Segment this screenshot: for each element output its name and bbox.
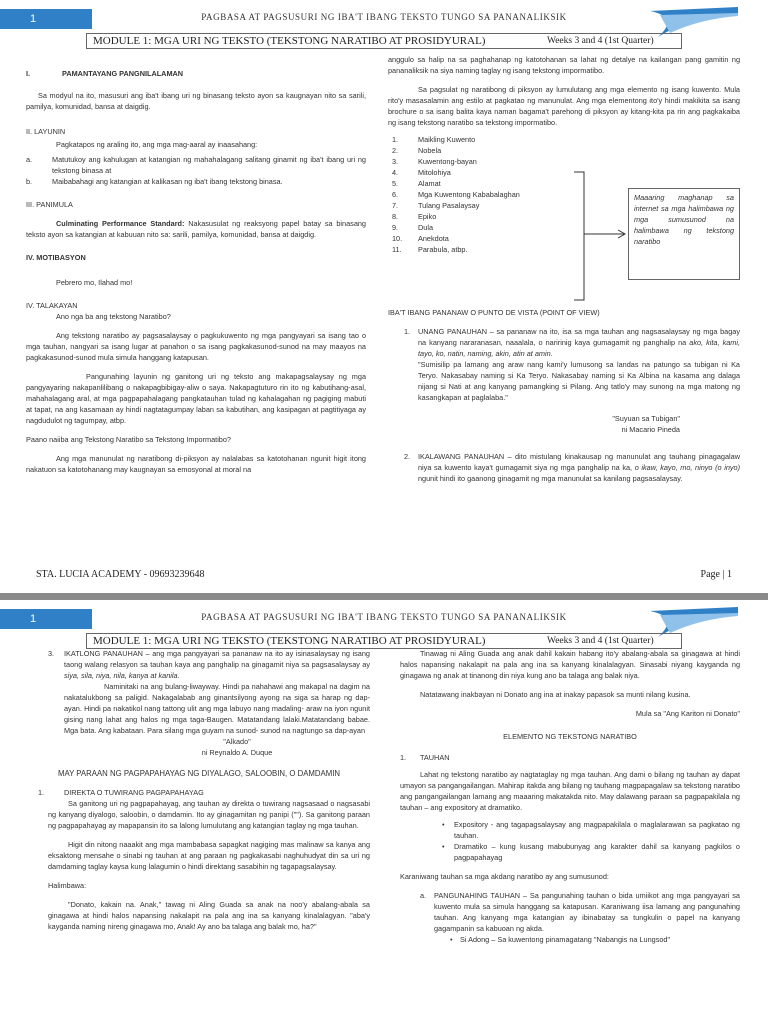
pt-bullet-icon: • <box>450 935 453 944</box>
pt-description: – Sa pangunahing tauhan o bida umiikot ang mga pangyayari sa kuwento mula sa simula hanggang sa katapusan. Karaniwang iisa lamang ang pangunahing tauhan. Ang kanyang mga katangian ay ibinabatay sa tungkulin o papel na kanyang gagampanin sa kabuoan ng akda. <box>434 891 740 933</box>
page-header <box>0 609 768 629</box>
header-title: PAGBASA AT PAGSUSURI NG IBA'T IBANG TEKSTO TUNGO SA PANANALIKSIK <box>201 612 567 622</box>
pov-2-label: IKALAWANG PANAUHAN <box>418 452 505 461</box>
paraan-title: MAY PARAAN NG PAGPAPAHAYAG NG DIYALAGO, SALOOBIN, O DAMDAMIN <box>57 769 341 778</box>
section-5-question-2: Paano naiiba ang Tekstong Naratibo sa Tekstong Impormatibo? <box>26 435 231 444</box>
header-title: PAGBASA AT PAGSUSURI NG IBA'T IBANG TEKSTO TUNGO SA PANANALIKSIK <box>201 12 567 22</box>
d1-marker: 1. <box>38 788 45 797</box>
section-1-title: PAMANTAYANG PANGNILALAMAN <box>62 69 184 78</box>
pov-1-label: UNANG PANAUHAN <box>418 327 488 336</box>
section-1-text: Sa modyul na ito, masusuri ang iba't ibang uri ng binasang teksto ayon sa kaugnayan nito sa sarili, pamilya, komunidad, bansa at daigdig. <box>26 91 366 111</box>
pov-3-source: "Alkado" <box>223 737 251 746</box>
footer-page: Page | 1 <box>700 569 732 580</box>
section-2-intro: Pagkatapos ng araling ito, ang mga mag-aaral ay inaasahang: <box>56 140 258 149</box>
page-number-badge: 1 <box>0 9 92 29</box>
pov-3-marker: 3. <box>48 649 55 658</box>
tauhan-marker: 1. <box>400 753 407 762</box>
pov-title: IBA'T IBANG PANANAW O PUNTO DE VISTA (POINT OF VIEW) <box>388 308 600 317</box>
narrative-type-number: 1. <box>392 135 399 144</box>
pt-example: Si Adong – Sa kuwentong pinamagatang "Nabangis na Lungsod" <box>460 935 671 944</box>
pov-2-marker: 2. <box>404 452 411 461</box>
page-header <box>0 9 768 29</box>
pov-2-description: – dito mistulang kinakausap ng manunulat ang tauhang pinagagalaw niya sa kuwento kaya't gumagamit siya ng mga panghalip na ka, <box>418 452 740 472</box>
culminating-text: Nakasusulat ng reaksyong papel batay sa binasang teksto ayon sa katangian at kabuuan nito sa: sarili, pamilya, komunidad, bansa at daigdig. <box>26 219 366 239</box>
section-5-paragraph-3: Ang mga manunulat ng naratibong di-piksyon ay nalalabas sa katotohanan ngunit higit itong nakatuon sa katotohanang may kaugnayan sa emosyonal at moral na <box>26 454 366 474</box>
narrative-type-number: 3. <box>392 157 399 166</box>
pov-1-quote: "Sumisilip pa lamang ang araw nang kami'y lumusong sa landas na patungo sa tubigan ni Ka Teryo. Nakasabay naming si Ka Teryo. Nakasabay naming si Ka Albina na kasama ang dalaga nijang si Nati at ang kanyang pamangking si Pilang. Ang tatlo'y may sunong na mga matong ng kasangkapan at paglalaba." <box>418 360 740 402</box>
narrative-type-label: Alamat <box>418 179 441 188</box>
narrative-type-label: Maikling Kuwento <box>418 135 476 144</box>
right-paragraph-1: anggulo sa halip na sa paghahanap ng katotohanan sa lahat ng detalye na kailangan pang gamitin ng pananaliksik na siya naming taglay ng isang tekstong impormatibo. <box>388 55 740 75</box>
narrative-type-number: 10. <box>392 234 403 243</box>
halimbawa-label: Halimbawa: <box>48 881 87 890</box>
page-number-badge: 1 <box>0 609 92 629</box>
section-3-title: III. PANIMULA <box>26 200 73 209</box>
pt-text <box>434 890 740 934</box>
narrative-type-item <box>392 145 618 156</box>
narrative-type-label: Kuwentong-bayan <box>418 157 477 166</box>
narrative-type-label: Mga Kuwentong Kababalaghan <box>418 190 520 199</box>
d1-title: DIREKTA O TUWIRANG PAGPAPAHAYAG <box>64 788 204 797</box>
pov-3-quote: Naminitaki na ang bulang-liwayway. Hindi pa nahahawi ang makapal na dagim na nakatalukbong sa paligid. Nakagalabab ang ginantsilyong ayong na siga sa harap ng dap-ayan. Hindi pa nakatikol nang tattong ulit ang mga labuyo nang madaling- araw na iyon ngunit gising nang lahat ang halos ng mga taga-Baugen. Matatandang lalaki.Matatandang babae. Mga bata. Ang kabataan. Para silang mga guyam na sunod- sunod na nagtungo sa dap-ayan <box>64 682 370 735</box>
narrative-type-number: 9. <box>392 223 399 232</box>
list-marker-b: b. <box>26 177 33 186</box>
pov-3-label: IKATLONG PANAUHAN <box>64 649 143 658</box>
narrative-type-number: 2. <box>392 146 399 155</box>
narrative-type-number: 5. <box>392 179 399 188</box>
left-column <box>26 68 366 475</box>
narrative-type-number: 11. <box>392 245 402 254</box>
section-2-title: II. LAYUNIN <box>26 127 66 136</box>
narrative-type-label: Anekdota <box>418 234 449 243</box>
section-5-title: IV. TALAKAYAN <box>26 301 78 310</box>
left-column <box>38 648 370 932</box>
narrative-type-label: Parabula, atbp. <box>418 245 468 254</box>
pov-3-pronouns: siya, sila, niya, nila, kanya at kanila. <box>64 671 180 680</box>
section-5-paragraph-2: Pangunahing layunin ng ganitong uri ng teksto ang makapagsalaysay ng mga pangyayaring nakapanlilibang o nakapagbibigay-aliw o saya. Nakapagtuturo rin ito ng kabutihang-asal, mahahalagang aral, at mga pagpapahalagang pangkatauhan tulad ng kahalagahan ng pagiging mabuti at tapat, na ang kasamaan ay hindi nagtatagumpay laban sa kabutihan, ang kasipagan at pagtitiyaga ay nagdudulot ng tagumpay, atbp. <box>26 372 366 425</box>
narrative-type-number: 8. <box>392 212 399 221</box>
pov-3-author: ni Reynaldo A. Duque <box>201 748 273 757</box>
module-title-box <box>86 633 682 649</box>
narrative-type-label: Epiko <box>418 212 437 221</box>
elemento-title: ELEMENTO NG TEKSTONG NARATIBO <box>503 732 637 741</box>
tauhan-paragraph: Lahat ng tekstong naratibo ay nagtataglay ng mga tauhan. Ang dami o bilang ng tauhan ay dapat umayon sa pangangailangan. Mahirap itakda ang bilang ng tauhang magpapagalaw sa tekstong naratibo ang pangangailangan lamang ang maaaring makatakda nito. May dalawang paraan sa pagpapakilala ng tauhan – ang expository at dramatiko. <box>400 770 740 812</box>
list-marker-a: a. <box>26 155 33 164</box>
module-weeks: Weeks 3 and 4 (1st Quarter) <box>547 36 654 46</box>
pov-1-marker: 1. <box>404 327 411 336</box>
right-paragraph-1: Tinawag ni Aling Guada ang anak dahil kakain habang ito'y abalang-abala sa ginagawa at hindi halos napansing nakalapit na pala ang ina sa kanyang kinalalagyan. Sinasabi niyang kayganda ng ginagawa ng anak at tinanong din niya kung ano ba talaga ang balak niya. <box>400 649 740 680</box>
source-line: Mula sa "Ang Kariton ni Donato" <box>635 709 740 718</box>
right-column <box>400 648 740 945</box>
pov-1-source: "Suyuan sa Tubigan" <box>612 414 680 423</box>
narrative-type-label: Dula <box>418 223 434 232</box>
module-title: MODULE 1: MGA URI NG TEKSTO (TEKSTONG NARATIBO AT PROSIDYURAL) <box>93 635 486 647</box>
note-box: Maaaring maghanap sa internet sa mga halimbawa ng mga sumusunod na halimbawa ng tekstong naratibo <box>628 188 740 280</box>
pov-2-pronouns: o ikaw, kayo, mo, ninyo (o inyo) <box>634 463 741 472</box>
pov-2-rest: ngunit hindi ito gaanong ginagamit ng mga manunulat sa kanilang pagsasalaysay. <box>418 474 683 483</box>
pt-marker: a. <box>420 891 427 900</box>
karaniwang-text: Karaniwang tauhan sa mga akdang naratibo ay ang sumusunod: <box>400 872 609 881</box>
section-3-text <box>26 218 366 240</box>
bullet-expository: Expository - ang tagapagsalaysay ang magpapakilala o maglalarawan sa pagkatao ng tauhan. <box>454 820 740 840</box>
module-weeks: Weeks 3 and 4 (1st Quarter) <box>547 636 654 646</box>
right-paragraph-2: Sa pagsulat ng naratibong di piksyon ay lumulutang ang mga elemento ng isang kuwento. Mula rito'y masasalamin ang estilo at pagkatao ng manunulat. Ang mga elementong ito'y hindi makikita sa isang brochure o sa isang balita kaya naman bagama't parehong di piksyon ay kitang-kita pa rin ang pagkakaiba ng isang tekstong naratibo sa tekstong impormatibo. <box>388 85 740 127</box>
section-4-text: Pebrero mo, Ilahad mo! <box>56 278 133 287</box>
culminating-label: Culminating Performance Standard: <box>56 219 185 228</box>
narrative-type-number: 7. <box>392 201 399 210</box>
tauhan-title: TAUHAN <box>420 753 450 762</box>
document-page-2 <box>0 600 768 1024</box>
pt-label: PANGUNAHING TAUHAN <box>434 891 520 900</box>
pov-1-pronouns: ako, kita, kami, tayo, ko, natin, naming, akin, atin at amin. <box>418 338 741 358</box>
module-title-box <box>86 33 682 49</box>
pov-3-description: – ang mga pangyayari sa pananaw na ito ay isinasalaysay ng isang taong walang relasyon sa tauhan kaya ang panghalip na ginagamit niya sa pagsasalaysay ay <box>64 649 370 669</box>
d1-paragraph-2: Higit din nitong naaakit ang mga mambabasa sapagkat nagiging mas malinaw sa kanya ang eksaktong mensahe o sinabi ng tauhan at ang paraan ng pagkakasabi naghuhudyat din sa uri ng damdaming taglay kaysa kung lalagumin o hindi direktang sasabihin ng tagapagsalaysay. <box>48 840 370 871</box>
d1-paragraph-1: Sa ganitong uri ng pagpapahayag, ang tauhan ay direkta o tuwirang nagsasaad o nagsasabi ng kanyang diyalogo, saloobin, o damdamin. Ito ay ginagamitan ng panipi (""). Sa ganitong paraan ng pagpapahayag ay mapapansin ito sa lalong lumulutang ang katangian taglay ng mga tauhan. <box>48 799 370 830</box>
bullet-dramatiko: Dramatiko – kung kusang mabubunyag ang karakter dahil sa kanyang pagkilos o pagpapahayag <box>454 842 740 862</box>
narrative-type-label: Mitolohiya <box>418 168 451 177</box>
narrative-type-item <box>392 134 618 145</box>
right-paragraph-2: Natatawang inakbayan ni Donato ang ina at inakay papasok sa munti nilang kusina. <box>420 690 691 699</box>
section-4-title: IV. MOTIBASYON <box>26 253 86 262</box>
bullet-2-icon: • <box>442 842 445 851</box>
arrow-icon <box>574 170 628 302</box>
pov-1-description: – sa pananaw na ito, isa sa mga tauhan ang nagsasalaysay ng mga bagay na kanyang nararanasan, naaalala, o naririnig kaya gumagamit ng panghalip na <box>418 327 740 347</box>
section-2-item-a: Matutukoy ang kahulugan at katangian ng mahahalagang salitang ginamit ng iba't ibang uri ng tekstong binasa at <box>52 155 366 175</box>
pov-section <box>388 307 740 484</box>
section-2-item-b: Maibabahagi ang katangian at kalikasan ng iba't ibang tekstong binasa. <box>52 177 283 186</box>
module-title: MODULE 1: MGA URI NG TEKSTO (TEKSTONG NARATIBO AT PROSIDYURAL) <box>93 35 486 47</box>
section-5-paragraph-1: Ang tekstong naratibo ay pagsasalaysay o pagkukuwento ng mga pangyayari sa isang tao o mga tauhan, nangyari sa isang lugar at panahon o sa isang pagkakasunod-sunod na may maayos na pagkakasunod-sunod mula simula hanggang katapusan. <box>26 331 366 362</box>
pov-1-author: ni Macario Pineda <box>621 425 680 434</box>
page-footer <box>36 569 732 580</box>
pov-1-text <box>418 326 740 359</box>
bullet-1-icon: • <box>442 820 445 829</box>
narrative-type-number: 4. <box>392 168 399 177</box>
section-5-question: Ano nga ba ang tekstong Naratibo? <box>56 312 171 321</box>
narrative-type-item <box>392 156 618 167</box>
narrative-type-label: Tulang Pasalaysay <box>418 201 480 210</box>
example-quote: "Donato, kakain na. Anak," tawag ni Aling Guada sa anak na noo'y abalang-abala sa ginagawa at hindi halos napansing nakalapit na pala ang ina sa kanyang kinalalagyan. "aba'y kayganda naming nireng ginagawa mo, Anak! Ay ano ba talaga ang balak mo, ha?" <box>48 900 370 931</box>
pov-2-text <box>418 451 740 484</box>
footer-school: STA. LUCIA ACADEMY - 09693239648 <box>36 569 205 580</box>
pov-3-text <box>64 648 370 681</box>
section-1-number: I. <box>26 69 31 78</box>
narrative-type-label: Nobela <box>418 146 442 155</box>
narrative-type-number: 6. <box>392 190 399 199</box>
